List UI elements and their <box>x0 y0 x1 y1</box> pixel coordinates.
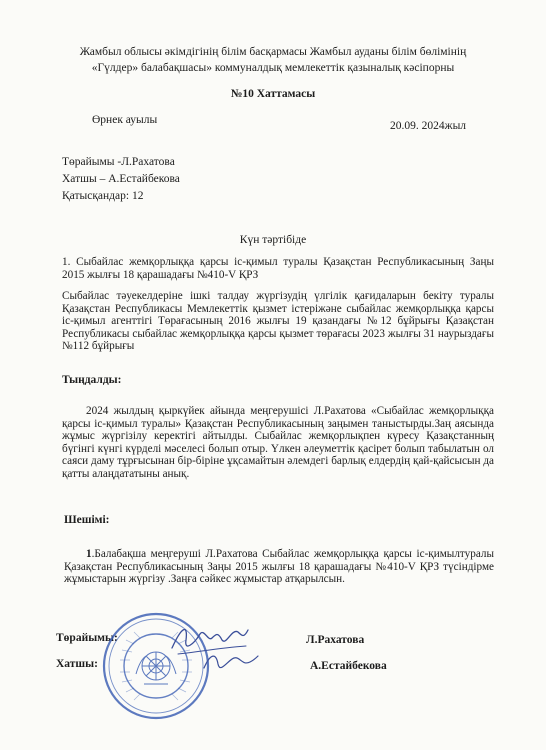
agenda-item-2: Сыбайлас тәуекелдеріне ішкі талдау жүргізудің үлгілік қағидаларын бекіту туралы Қазақстан Республикасы Мемлекеттік қызмет істеріжәне сыбайлас жемқорлыққа қарсы іс-қимыл агенттігі Төрағасының 2016 жылғы 19 қазандағы №12 бұйрығы Қазақстан Республикасы сыбайлас жемқорлыққа қарсы қызмет төрағасы 2023 жылғы 31 наурыздағы №112 бұйрығы <box>62 290 494 353</box>
place: Өрнек ауылы <box>92 114 158 126</box>
header-line-1: Жамбыл облысы әкімдігінің білім басқармасы Жамбыл ауданы білім бөлімінің <box>79 46 467 58</box>
doc-title: №10 Хаттамасы <box>230 88 316 100</box>
heard-label: Тыңдалды: <box>62 374 122 386</box>
agenda-item-1: 1. Сыбайлас жемқорлыққа қарсы іс-қимыл туралы Қазақстан Республикасының Заңы 2015 жылғы 18 қарашадағы №410-V ҚРЗ <box>62 256 494 281</box>
decision-text: .Балабақша меңгеруші Л.Рахатова Сыбайлас жемқорлыққа қарсы іс-қимылтуралы Қазақстан Республикасының Заңы 2015 жылғы 18 қарашадағы №410-V ҚРЗ түсіндірме жұмыстарын жүргізу .Заңға сәйкес жұмыстар атқарылсын. <box>64 548 494 586</box>
secretary-signature-mark <box>200 648 260 678</box>
decision-number: 1 <box>86 548 92 560</box>
decision-label: Шешімі: <box>64 514 110 526</box>
signature-secretary-label: Хатшы: <box>56 658 98 670</box>
date: 20.09. 2024жыл <box>390 120 467 132</box>
meta-secretary: Хатшы – А.Естайбекова <box>62 173 180 185</box>
decision-paragraph <box>64 548 494 586</box>
meta-attendees: Қатысқандар: 12 <box>62 190 144 202</box>
signature-secretary-name: А.Естайбекова <box>310 660 387 672</box>
agenda-title: Күн тәртібіде <box>239 234 307 246</box>
signature-chair-name: Л.Рахатова <box>306 634 365 646</box>
meta-chair: Төрайымы -Л.Рахатова <box>62 156 175 168</box>
signature-chair-label: Төрайымы: <box>56 632 118 644</box>
header-line-2: «Гүлдер» балабақшасы» коммуналдық мемлекеттік қазыналық кәсіпорны <box>91 62 455 74</box>
heard-text: 2024 жылдың қыркүйек айында меңгерушісі Л.Рахатова «Сыбайлас жемқорлыққа қарсы іс-қимыл туралы» Қазақстан Республикасының заңымен таныстырды.Заң аясында жұмыс жүргізілу керектігі айтылды. Сыбайлас жемқорлықпен күресу Қазақстанның бүгінгі күнгі күрделі мәселесі болып отыр. Үлкен әлеуметтік қасірет болып табылатын ол саяси даму тұрғысынан бір-біріне ұқсамайтын әлемдегі барлық елдердің қай-қайсысын да қатты алаңдататыны анық. <box>62 405 494 480</box>
